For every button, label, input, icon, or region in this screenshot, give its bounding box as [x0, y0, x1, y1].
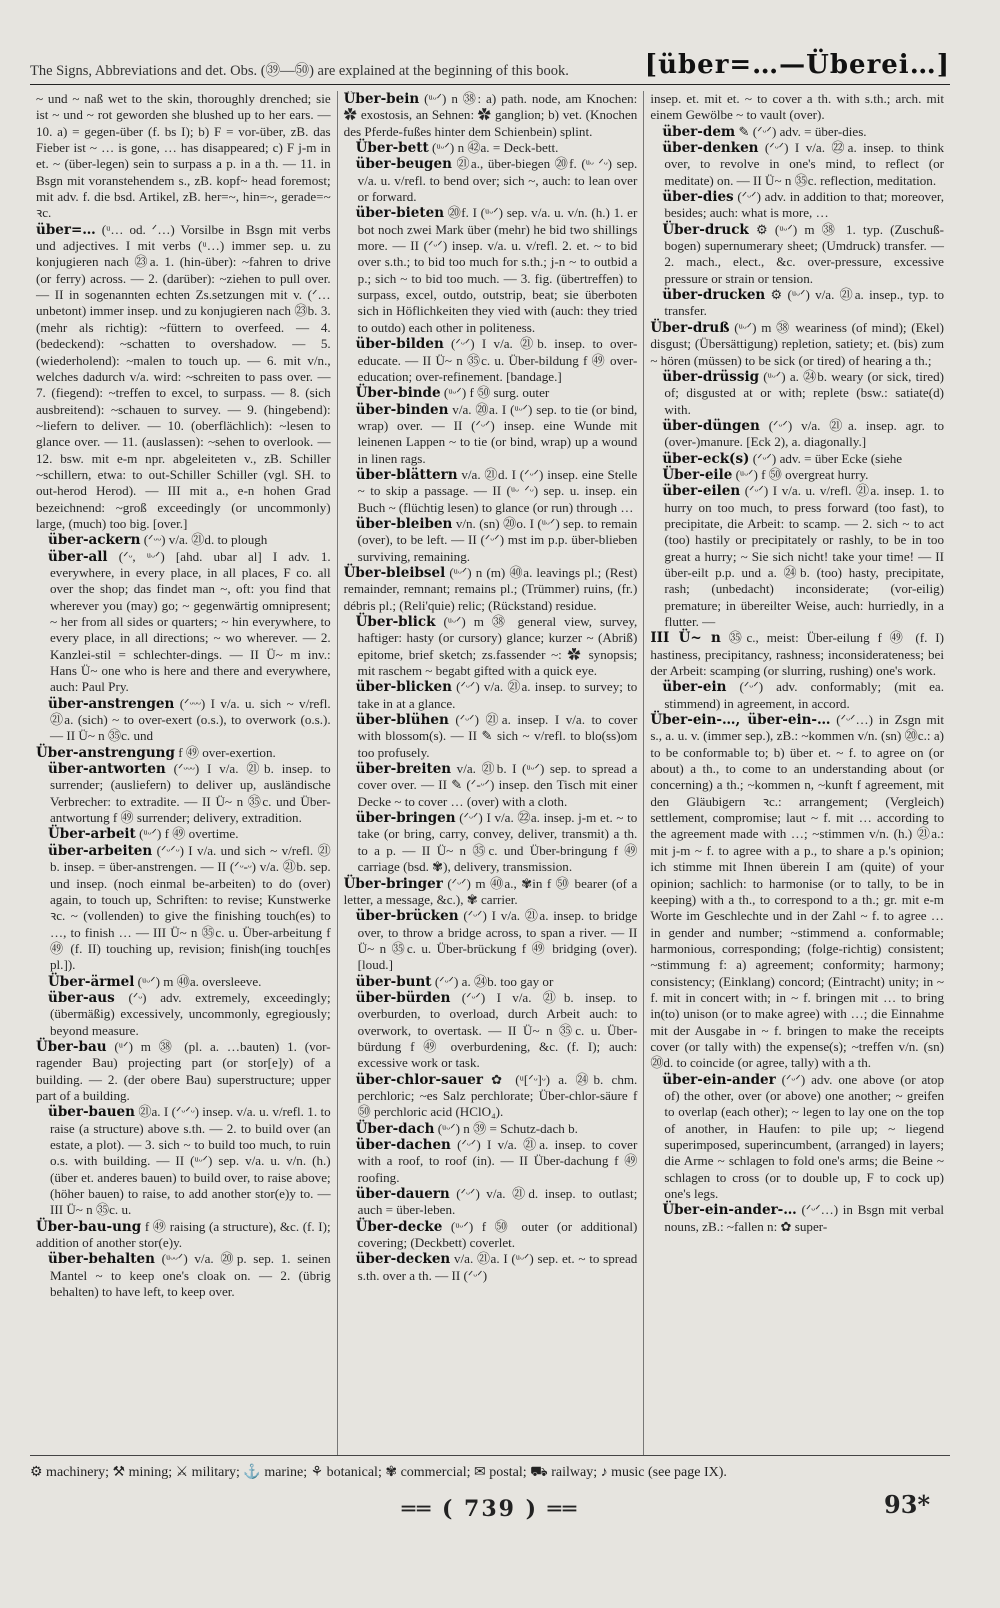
entry-headword: über-breiten	[355, 761, 452, 778]
dictionary-entry	[344, 1121, 638, 1137]
entry-text: (ᵘᵕᐟ) f ㊾ overtime.	[139, 826, 239, 842]
entry-headword: Über-bett	[355, 140, 429, 157]
entry-headword: über-ein	[662, 679, 727, 696]
entry-text: v/a. ㉑b. I (ᵘᵕᐟ) sep. to spread a cover over. — II ✎ (ᐟ-ᵕᐟ) insep. den Tisch mit einer Decke ~ to cover … (over) with a cloth.	[357, 761, 638, 809]
entry-text: (ᐟᵕᐟ…) in Zsgn mit s., a. u. v. (immer sep.), zB.: ~kommen v/n. (sn) ⑳c.: a) to be conformable to; b) über et. ~ f. to agree on (or about) a th., to come to an understanding about (or concerning) a th.; ~kommen n, ~kunft f agreement, mit den Gläubigern ꝛc.: arrangement; (Vergleich) settlement, compromise; laut ~ f. mit … according to the agreement made with …; ~stimmen v/n. (h.) ㉑a.: mit j-m ~ f. to agree with a p., to share a p.'s opinion; ich stimme mit Ihnen überein I am (quite) of your opinion; sachlich: to harmonise (or to tally, to be in keeping) with a th., to correspond to a th.; gr. mit e-m Worte im Geschlechte und in der Zahl ~ f. to agree … in gender and number; ~stimmend a. conformable; harmonious, corresponding; (folge-richtig) consistent; ~stimmung f: a) agreement; conformity; harmony; consistency; (Einklang) concord; (Eintracht) unity; in ~ f. mit in concert with; in ~ f. bringen mit … to bring in(to) unison (or to make agree) with …; die Einnahme mit der Ausgabe in ~ f. bringen to make the receipts cover (or tally with) the expense(s); ~treffen v/n. (sn) ⑳d. to coincide (or agree, tally) with a th.	[650, 712, 945, 1071]
dictionary-entry	[36, 826, 331, 842]
entry-text: (ᵘᵕᐟ) a. ㉔b. weary (or sick, tired) of; disgusted at or with; replete (bsw.: satiate(d) with.	[664, 368, 944, 417]
sheet-number: 93*	[884, 1490, 930, 1519]
entry-text: (ᐟᵕᐟ) ㉑a. insep. I v/a. to cover with blossom(s). — II ✎ sich ~ v/refl. to blo(ss)om too profusely.	[357, 712, 638, 760]
dictionary-entry	[36, 990, 331, 1039]
entry-text: (ᐟᵕᐟ) I v/a. ㉒a. insep. j-m et. ~ to take (or bring, carry, convey, deliver, transmit) a th. to a p. — II Ü~ n ㉟c. und Über-bringung f ㊾ carriage (bsd. ✾), delivery, transmission.	[357, 810, 638, 875]
column-2	[337, 91, 644, 1456]
entry-text: (ᐟᵕᵕᵕ) I v/a. u. sich ~ v/refl. ㉑a. (sich) ~ to over-exert (o.s.), to overwork (o.s.). — II Ü~ n ㉟c. und	[50, 695, 331, 744]
entry-text: (ᵘᐟ) m ㊳ (pl. a. …bauten) 1. (vor-ragender Bau) projecting part (or stor[e]y) of a building. — 2. (der obere Bau) superstructure; upper part of a building.	[36, 1038, 331, 1103]
entry-text: (ᐟᵕᐟ) m ㊵a., ✾in f ㊿ bearer (of a letter, a message, &c.), ✾ carrier.	[343, 875, 638, 907]
dictionary-entry	[650, 369, 944, 418]
entry-headword: über-anstrengen	[48, 695, 175, 712]
entry-text: (ᐟᵕᵕᵕ) I v/a. ㉑b. insep. to surrender; (ausliefern) to deliver up, ausländische Verbrecher: to extradite. — II Ü~ n ㉟c. und Über-antwortung f ㊾ surrender; delivery, extradition.	[50, 761, 331, 826]
entry-text: (ᐟᵕᐟᵕ) I v/a. und sich ~ v/refl. ㉑b. insep. = über-anstrengen. — II (ᐟᵕ-ᵕ) v/a. ㉑b. sep. und insep. (noch einmal be-arbeiten) to do (over) again, to touch up, Schriften: to revise; Kunstwerke ꝛc. ~ (vollenden) to give the finishing touch(es) to …, to finish … — III Ü~ n ㉟c. u. Über-arbeitung f ㊾ (f. II) touching up, revision; finish(ing touch[es pl.]).	[50, 842, 331, 973]
entry-text: (ᵘᵕᐟ) f ㊿ surg. outer	[443, 385, 550, 401]
entry-text: f ㊾ raising (a structure), &c. (f. I); addition of another stor(e)y.	[36, 1218, 331, 1251]
dictionary-entry	[650, 679, 944, 712]
column-1	[30, 91, 337, 1456]
entry-text: ⚙ (ᵘᵕᐟ) m ㊳ 1. typ. (Zuschuß-bogen) supernumerary sheet; (Umdruck) transfer. — 2. mach., elect., &c. over-pressure, excessive pressure or strain or tension.	[664, 221, 944, 286]
dictionary-entry	[344, 614, 638, 679]
dictionary-entry	[36, 1039, 331, 1104]
entry-text: (ᐟᵕᐟ) I v/a. ㉒a. insep. to think over, to revolve in one's mind, to reflect (or meditate) on. — II Ü~ n ㉟c. reflection, meditation.	[664, 140, 944, 188]
header-note: The Signs, Abbreviations and det. Obs. (㊴—㊿) are explained at the beginning of this book.	[30, 63, 569, 79]
entry-text: (ᵘᵕᐟ) n (m) ㊵a. leavings pl.; (Rest) remainder, remnant; remains pl.; (Trümmer) ruins, (fr.) débris pl.; (Reli'quie) relic; (Rückstand) residue.	[343, 564, 638, 613]
dictionary-entry	[650, 1202, 944, 1235]
entry-columns	[30, 91, 950, 1456]
symbol-legend: ⚙ machinery; ⚒ mining; ⚔ military; ⚓ marine; ⚘ botanical; ✾ commercial; ✉ postal; ⛟ railway; ♪ music (see page IX).	[30, 1465, 727, 1480]
entry-headword: über-bringen	[355, 810, 456, 827]
entry-headword: Über-eile	[662, 466, 733, 483]
entry-text: ㉑a., über-biegen ⑳f. (ᵘᵕ ᐟᵕ) sep. v/a. u. v/refl. to bend over; sich ~, auch: to lean over or forward.	[357, 156, 638, 205]
dictionary-entry	[650, 467, 944, 483]
entry-headword: über-beugen	[355, 156, 452, 173]
dictionary-entry	[344, 385, 638, 401]
entry-headword: über-ackern	[48, 532, 141, 549]
dictionary-entry	[344, 876, 638, 909]
entry-text: ⚙ (ᵘᵕᐟ) v/a. ㉑a. insep., typ. to transfer.	[664, 287, 945, 319]
dictionary-entry	[650, 320, 944, 369]
entry-headword: III Ü~ n	[650, 630, 721, 647]
entry-headword: über-arbeiten	[48, 842, 153, 859]
page-number: ══ ( 739 ) ══	[401, 1496, 579, 1522]
entry-text: (ᐟᵕᐟ) I v/a. ㉑a. insep. to cover with a roof, to roof (in). — II Über-dachung f ㊾ roofing.	[357, 1137, 638, 1185]
dictionary-entry	[650, 124, 944, 140]
entry-text: (ᵘᵕᐟ) f ㊿ outer (or additional) covering; (Deckbett) coverlet.	[357, 1218, 638, 1251]
entry-text: (ᵘᵕᐟ) m ㊳ weariness (of mind); (Ekel) disgust; (Übersättigung) repletion, satiety; et. (bis) zum ~ hören (müssen) to be sick (or tired) of hearing a th.;	[650, 319, 944, 368]
page-number-value: ( 739 )	[441, 1496, 539, 1522]
dictionary-entry	[344, 1072, 638, 1121]
entry-headword: über-bauen	[48, 1104, 135, 1121]
dictionary-entry	[344, 1251, 638, 1284]
dictionary-entry	[36, 974, 331, 990]
entry-headword: Über-decke	[355, 1218, 443, 1235]
page-header	[30, 40, 950, 85]
entry-text: (ᐟᵕᐟ) adv. conformably; (mit ea. stimmend) in agreement, in accord.	[664, 679, 944, 711]
dictionary-entry	[344, 908, 638, 973]
entry-text: v/a. ⑳a. I (ᵘᵕᐟ) sep. to tie (or bind, wrap) over. — II (ᐟᵕᐟ) insep. eine Wunde mit leinenen Lappen ~ to tie (or bind, wrap) up a wound in linen rags.	[357, 401, 638, 466]
dictionary-entry	[344, 140, 638, 156]
dictionary-entry	[650, 287, 944, 320]
dictionary-entry	[344, 467, 638, 516]
entry-text: (ᵘ… od. ᐟ…) Vorsilbe in Bsgn mit verbs und adjectives. I mit verbs (ᵘ…) immer sep. u. zu konjugieren nach ㉓a. 1. (hin-über): ~fahren to drive (or ferry) across. — 2. (darüber): ~ziehen to pull over. — II in sogenannten echten Zs.setzungen mit v. (ᐟ… unbetont) immer insep. und zu konjugieren nach ㉓b. 3. (mehr als richtig): ~füttern to overfeed. — 4. (bedeckend): ~schatten to overshadow. — 5. (wiederholend): ~malen to touch up. — 6. mit v/n., welches dadurch v/a. wird: ~schreiten to pass over. — 7. (fiegend): ~treffen to excel, to surpass. — 8. (sich ausbreitend): ~schauen to survey. — 9. (hingebend): ~liefern to deliver. — 10. (oberflächlich): ~lesen to glance over. — 11. (auslassen): ~sehen to overlook. — 12. bsw. mit e-m npr. abgeleiteten v., zB. Schiller ~schillern, etwa: to out-Schiller Schiller (vgl. SH. to out-herod Herod). — III mit a., e-n hohen Grad bezeichnend: ~groß exceedingly (or uncommonly) large, (much) too big. [over.]	[36, 221, 331, 531]
entry-headword: über-dem	[662, 123, 736, 140]
entry-headword: über-dauern	[355, 1186, 450, 1203]
page-number-line	[30, 1490, 950, 1536]
entry-headword: Über-druß	[650, 319, 730, 336]
entry-headword: über-chlor-sauer	[355, 1071, 483, 1088]
dictionary-entry	[650, 91, 944, 124]
entry-text: v/a. ㉑d. I (ᐟᵕᐟ) insep. eine Stelle ~ to skip a passage. — II (ᵘᵕ ᐟᵕ) sep. u. insep. ein Buch ~ (flüchtig lesen) to glance (or run) through …	[357, 466, 638, 515]
entry-text: ㉑a. I (ᐟᵕᐟᵕ) insep. v/a. u. v/refl. 1. to raise (a structure) above s.th. — 2. to build over (an estate, a plot). — 3. sich ~ to build too much, to ruin o.s. with building. — II (ᵘᵕᐟ) sep. v/a. u. v/n. (h.) (über et. anderes bauen) to build over, to raise above; (höher bauen) to raise, to add another stor(e)y to. — III Ü~ n ㉟c. u.	[50, 1104, 331, 1218]
entry-headword: über-bunt	[355, 973, 432, 990]
entry-headword: über-behalten	[48, 1251, 155, 1268]
entry-headword: Über-bein	[343, 91, 420, 107]
entry-headword: Über-bau	[36, 1038, 107, 1055]
entry-headword: über-drucken	[662, 287, 766, 304]
entry-headword: Über-ärmel	[48, 973, 135, 990]
dictionary-entry	[344, 679, 638, 712]
entry-text: (ᵘᵕᐟ) m ㊵a. oversleeve.	[137, 973, 262, 989]
entry-headword: über-denken	[662, 140, 759, 157]
entry-headword: über-binden	[355, 401, 449, 418]
entry-headword: über-bilden	[355, 336, 444, 353]
entry-headword: über-dies	[662, 189, 734, 206]
dictionary-entry	[650, 1072, 944, 1203]
entry-text: (ᐟᵕᐟ) v/a. ㉑d. insep. to outlast; auch = über-leben.	[357, 1186, 638, 1218]
entry-headword: über-bleiben	[355, 515, 453, 532]
entry-headword: über-eck(s)	[662, 450, 750, 467]
entry-headword: über-decken	[355, 1251, 451, 1268]
entry-text: (ᐟᵕᐟ) I v/a. ㉑b. insep. to overburden, to overload, durch Arbeit auch: to overwork, to overtask. — II Ü~ n ㉟c. u. Über-bürdung f ㊾ overburdening, &c. (f. I); auch: excessive work or task.	[357, 989, 638, 1071]
entry-text: ⑳f. I (ᵘᵕᐟ) sep. v/a. u. v/n. (h.) 1. er bot noch zwei Mark über (mehr) he bid two shillings more. — II (ᐟᵕᐟ) insep. v/a. u. v/refl. 2. et. ~ to bid over s.th.; to bid too much for s.th.; j-n ~ to outbid a p.; sich ~ to bid too much. — 3. fig. (übertreffen) to surpass, excel, outdo, outstrip, beat; sie überboten sich in Höflichkeiten they vied with (auch: they tried to outdo) each other in politeness.	[357, 205, 638, 335]
entry-text: (ᐟᵕ, ᵘᵕᐟ) [ahd. ubar al] I adv. 1. everywhere, in every place, in all places, F co. all over the shop; das findet man ~, oft: you find that wherever you (may) go; ~ gegenwärtig omnipresent; ~ her from all sides or quarters; ~ hin everywhere, to every place, in all directions; ~ wo wherever. — 2. Kanzlei-stil = schlechter-dings. — II Ü~ m inv.: Hans Ü~ one who is here and there and everywhere, auch: Paul Pry.	[50, 548, 331, 695]
entry-text: (ᐟᵕᐟ…) in Bsgn mit verbal nouns, zB.: ~fallen n: ✿ super-	[664, 1202, 944, 1234]
entry-headword: über-all	[48, 548, 108, 565]
dictionary-entry	[344, 1219, 638, 1252]
dictionary-entry	[344, 336, 638, 385]
dictionary-entry	[344, 974, 638, 990]
dictionary-entry	[344, 712, 638, 761]
entry-text: (ᐟᵕᐟ) adv. = über Ecke (siehe	[752, 450, 903, 466]
entry-text: (ᐟᵕᐟ) adv. one above (or atop of) the other, over (or above) one another; ~ greifen to overlap (each other); ~ legen to lay one on the top of another, in Haufen: to pile up; ~ liegend superimposed, superincumbent, (arranged) in layers; die Arme ~ schlagen to fold one's arms; die Beine ~ schlagen to cross (or to double up, F to cock up) one's legs.	[664, 1071, 944, 1202]
entry-headword: über-aus	[48, 989, 115, 1006]
dictionary-entry	[344, 91, 638, 140]
dictionary-entry	[36, 1219, 331, 1252]
dictionary-entry	[36, 745, 331, 761]
entry-headword: Über-ein-…, über-ein-…	[650, 712, 831, 729]
entry-text: (ᵘᵕᐟ) m ㊳ general view, survey, haftiger: hasty (or cursory) glance; kurzer ~ (Abriß) epitome, brief sketch; zs.fassender ~: ✿ synopsis; mit raschem ~ begabt gifted with a quick eye.	[357, 614, 638, 679]
entry-text: (ᐟᵕᐟ) adv. in addition to that; moreover, besides; auch: what is more, …	[664, 189, 944, 221]
entry-headword: Über-druck	[662, 221, 749, 238]
entry-text: ✎ (ᐟᵕᐟ) adv. = über-dies.	[738, 123, 867, 139]
page-footer	[30, 1455, 950, 1536]
entry-text: (ᵘᵕᐟ) f ㊿ overgreat hurry.	[735, 466, 869, 482]
entry-headword: über-bieten	[355, 205, 445, 222]
dictionary-entry	[36, 1251, 331, 1300]
entry-headword: Über-anstrengung	[36, 744, 175, 761]
dictionary-entry	[36, 532, 331, 548]
entry-headword: über-düngen	[662, 417, 760, 434]
dictionary-entry	[650, 140, 944, 189]
entry-text: (ᐟᵕᐟ) v/a. ㉑a. insep. agr. to (over-)manure. [Eck 2), a. diagonally.]	[664, 417, 944, 450]
entry-text: (ᵘᵕᐟ) n ㊷a. = Deck-bett.	[431, 140, 559, 156]
dictionary-entry	[344, 810, 638, 875]
entry-text: ✿ (ᵘ[ᐟᵕ]ᵕ) a. ㉔b. chm. perchloric; ~es Salz perchlorate; Über-chlor-säure f ㊿ perchloric acid (HClO₄).	[357, 1071, 638, 1120]
dictionary-entry	[344, 156, 638, 205]
entry-text: f ㊾ over-exertion.	[178, 744, 276, 760]
entry-text: (ᐟᵕᐟ) a. ㉔b. too gay or	[434, 973, 554, 989]
entry-headword: über-brücken	[355, 908, 459, 925]
dictionary-entry	[650, 451, 944, 467]
entry-text: (ᵘᵕᵕᐟ) v/a. ⑳p. sep. 1. seinen Mantel ~ to keep one's cloak on. — 2. (übrig behalten) to have left, to keep over.	[50, 1251, 331, 1300]
entry-text: (ᵘᵕᐟ) n ㊳: a) path. node, am Knochen: ✿ exostosis, an Sehnen: ✿ ganglion; b) vet. (Knochen des Pferde-fußes hinter dem Schienbein) splint.	[343, 91, 638, 139]
entry-headword: Über-blick	[355, 614, 436, 630]
entry-headword: Über-arbeit	[48, 826, 136, 843]
entry-headword: über=…	[36, 221, 96, 238]
entry-text: v/n. (sn) ⑳o. I (ᵘᵕᐟ) sep. to remain (over), to be left. — II (ᐟᵕᐟ) mst im p.p. über-blieben surviving, remaining.	[357, 515, 638, 564]
column-3	[643, 91, 950, 1456]
dictionary-entry	[344, 761, 638, 810]
dictionary-entry	[36, 1104, 331, 1218]
entry-text: (ᐟᵕᐟ) I v/a. u. v/refl. ㉑a. insep. 1. to hurry on too much, to press forward (too fast), to precipitate, die Arbeit: to scamp. — 2. sich ~ to act (too) hastily or precipitately or rashly, to be in too great a hurry; ~ Sie sich nicht! take your time! — II über-eilt p.p. und a. ㉔b. (too) hasty, precipitate, rash; (unbedacht) inconsiderate; (vor-eilig) premature; in übereilter Weise, auch: hurriedly, in a flutter. —	[664, 483, 944, 629]
dictionary-entry	[36, 91, 331, 222]
entry-text: (ᐟᵕᵕ) v/a. ㉑d. to plough	[143, 532, 268, 548]
dictionary-entry	[650, 222, 944, 287]
entry-text: insep. et. mit et. ~ to cover a th. with s.th.; arch. mit einem Gewölbe ~ to vault (over).	[650, 91, 944, 123]
running-head: [über=…—Überei…]	[644, 50, 950, 80]
dictionary-entry	[344, 1137, 638, 1186]
dictionary-entry	[344, 205, 638, 336]
entry-text: (ᐟᵕᐟ) I v/a. ㉑b. insep. to over-educate. — II Ü~ n ㉟c. u. Über-bildung f ㊾ over-education; over-refinement. [bandage.]	[357, 336, 638, 384]
dictionary-entry	[36, 549, 331, 696]
entry-headword: über-ein-ander	[662, 1071, 776, 1088]
dictionary-entry	[344, 565, 638, 614]
dictionary-entry	[36, 222, 331, 533]
entry-text: (ᐟᵕᐟ) I v/a. ㉑a. insep. to bridge over, to throw a bridge across, to span a river. — II Ü~ n ㉟c. u. Über-brückung f ㊾ bridging (over). [loud.]	[357, 908, 638, 973]
dictionary-entry	[36, 843, 331, 974]
entry-headword: Über-binde	[355, 385, 441, 402]
entry-headword: über-blühen	[355, 712, 449, 729]
dictionary-entry	[344, 990, 638, 1072]
entry-headword: über-drüssig	[662, 368, 760, 385]
entry-headword: Über-bau-ung	[36, 1218, 142, 1235]
dictionary-entry	[344, 516, 638, 565]
entry-headword: über-eilen	[662, 483, 741, 500]
dictionary-entry	[650, 189, 944, 222]
entry-text: (ᵘᵕᐟ) n ㊴ = Schutz-dach b.	[437, 1120, 578, 1136]
entry-headword: über-blicken	[355, 679, 452, 696]
dictionary-entry	[344, 402, 638, 467]
dictionary-entry	[36, 761, 331, 826]
entry-text: (ᐟᵕ) adv. extremely, exceedingly; (übermäßig) excessively, uncommonly, egregiously; beyond measure.	[50, 989, 331, 1038]
entry-headword: Über-bringer	[343, 875, 443, 892]
entry-headword: über-bürden	[355, 989, 451, 1006]
entry-headword: über-dachen	[355, 1137, 451, 1153]
entry-text: ~ und ~ naß wet to the skin, thoroughly drenched; sie ist ~ und ~ rot geworden she blushed up to her ears. — 10. a) = gegen-über (f. bs I); b) F = vor-über, zB. das Fieber ist ~ … is gone, … has disappeared; c) F j-m in et. ~ (über-legen) sein to surpass a p. in a th. — 11. in Bsgn mit voranstehendem s., zB. kopf~ head foremost; mit adv. f. die bsd. Artikel, zB. her=~, hin=~, gerade=~ ꝛc.	[36, 91, 331, 221]
dictionary-entry	[650, 418, 944, 451]
dictionary-entry	[650, 630, 944, 679]
entry-text: ㉟c., meist: Über-eilung f ㊾ (f. I) hastiness, precipitancy, rashness; inconsiderateness; bei der Arbeit: scamping (or slurring, rushing) one's work.	[650, 630, 944, 679]
dictionary-entry	[650, 483, 944, 630]
dictionary-entry	[344, 1186, 638, 1219]
entry-headword: Über-ein-ander-…	[662, 1202, 797, 1219]
entry-headword: über-blättern	[355, 466, 458, 483]
entry-text: (ᐟᵕᐟ) v/a. ㉑a. insep. to survey; to take in at a glance.	[357, 679, 638, 711]
entry-text: v/a. ㉑a. I (ᵘᵕᐟ) sep. et. ~ to spread s.th. over a th. — II (ᐟᵕᐟ)	[357, 1251, 638, 1283]
dictionary-entry	[650, 712, 944, 1072]
entry-headword: Über-dach	[355, 1120, 435, 1137]
entry-headword: Über-bleibsel	[343, 564, 446, 581]
dictionary-entry	[36, 696, 331, 745]
entry-headword: über-antworten	[48, 761, 166, 778]
